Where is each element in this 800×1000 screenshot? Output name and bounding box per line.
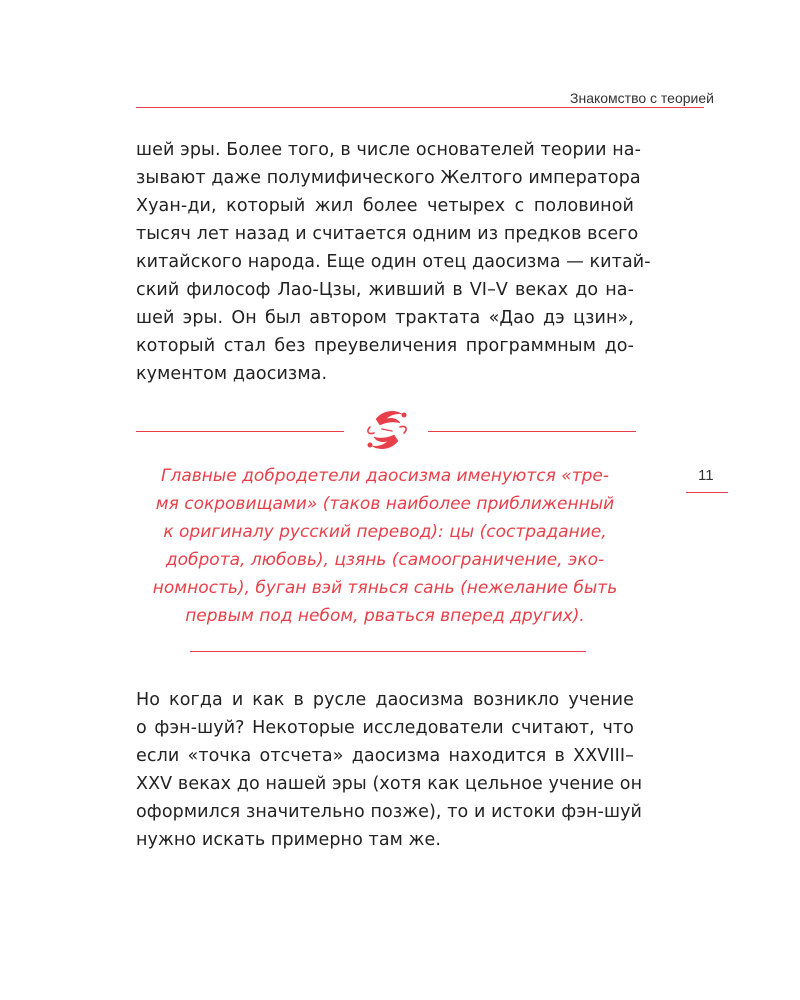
text-line: китайского народа. Еще один отец даосизма — китай- [136, 252, 651, 272]
text-line: зывают даже полумифического Желтого императора [136, 168, 641, 188]
text-line: шей эры. Более того, в числе основателей теории на- [136, 140, 642, 160]
pull-quote [136, 462, 634, 630]
quote-line: доброта, любовь), цзянь (самоограничение, эко- [165, 550, 605, 570]
ornament-rule-left [136, 431, 344, 432]
text-line: тысяч лет назад и считается одним из предков всего [136, 224, 639, 244]
page-number: 11 [698, 467, 714, 484]
text-line: кументом даосизма. [136, 364, 328, 384]
text-line: если «точка отсчета» даосизма находится в XXVIII– [136, 746, 634, 766]
quote-rule [190, 651, 586, 652]
text-line: оформился значительно позже), то и истоки фэн-шуй [136, 802, 643, 822]
quote-line: номность), буган вэй тянься сань (нежелание быть [152, 578, 618, 598]
quote-line: Главные добродетели даосизма именуются «тре- [160, 466, 610, 486]
text-line: Хуан-ди, который жил более четырех с половиной [136, 196, 634, 216]
ornament-rule-right [428, 431, 636, 432]
text-line: о фэн-шуй? Некоторые исследователи считают, что [136, 718, 634, 738]
page-number-rule [686, 492, 728, 493]
quote-line: мя сокровищами» (таков наиболее приближенный [155, 494, 615, 514]
running-head: Знакомство с теорией [570, 90, 714, 106]
quote-line: первым под небом, рваться вперед других). [185, 606, 585, 626]
text-line: XXV веках до нашей эры (хотя как цельное учение он [136, 774, 643, 794]
text-line: ский философ Лао-Цзы, живший в VI–V веках до на- [136, 280, 634, 300]
header-rule [136, 107, 704, 108]
text-line: нужно искать примерно там же. [136, 830, 442, 850]
text-line: шей эры. Он был автором трактата «Дао дэ цзин», [136, 308, 634, 328]
text-line: который стал без преувеличения программным до- [136, 336, 634, 356]
dragon-ornament-icon [352, 405, 422, 455]
quote-line: к оригиналу русский перевод): цы (сострадание, [163, 522, 607, 542]
text-line: Но когда и как в русле даосизма возникло учение [136, 690, 634, 710]
paragraph-1 [136, 136, 651, 388]
paragraph-2 [136, 686, 643, 854]
